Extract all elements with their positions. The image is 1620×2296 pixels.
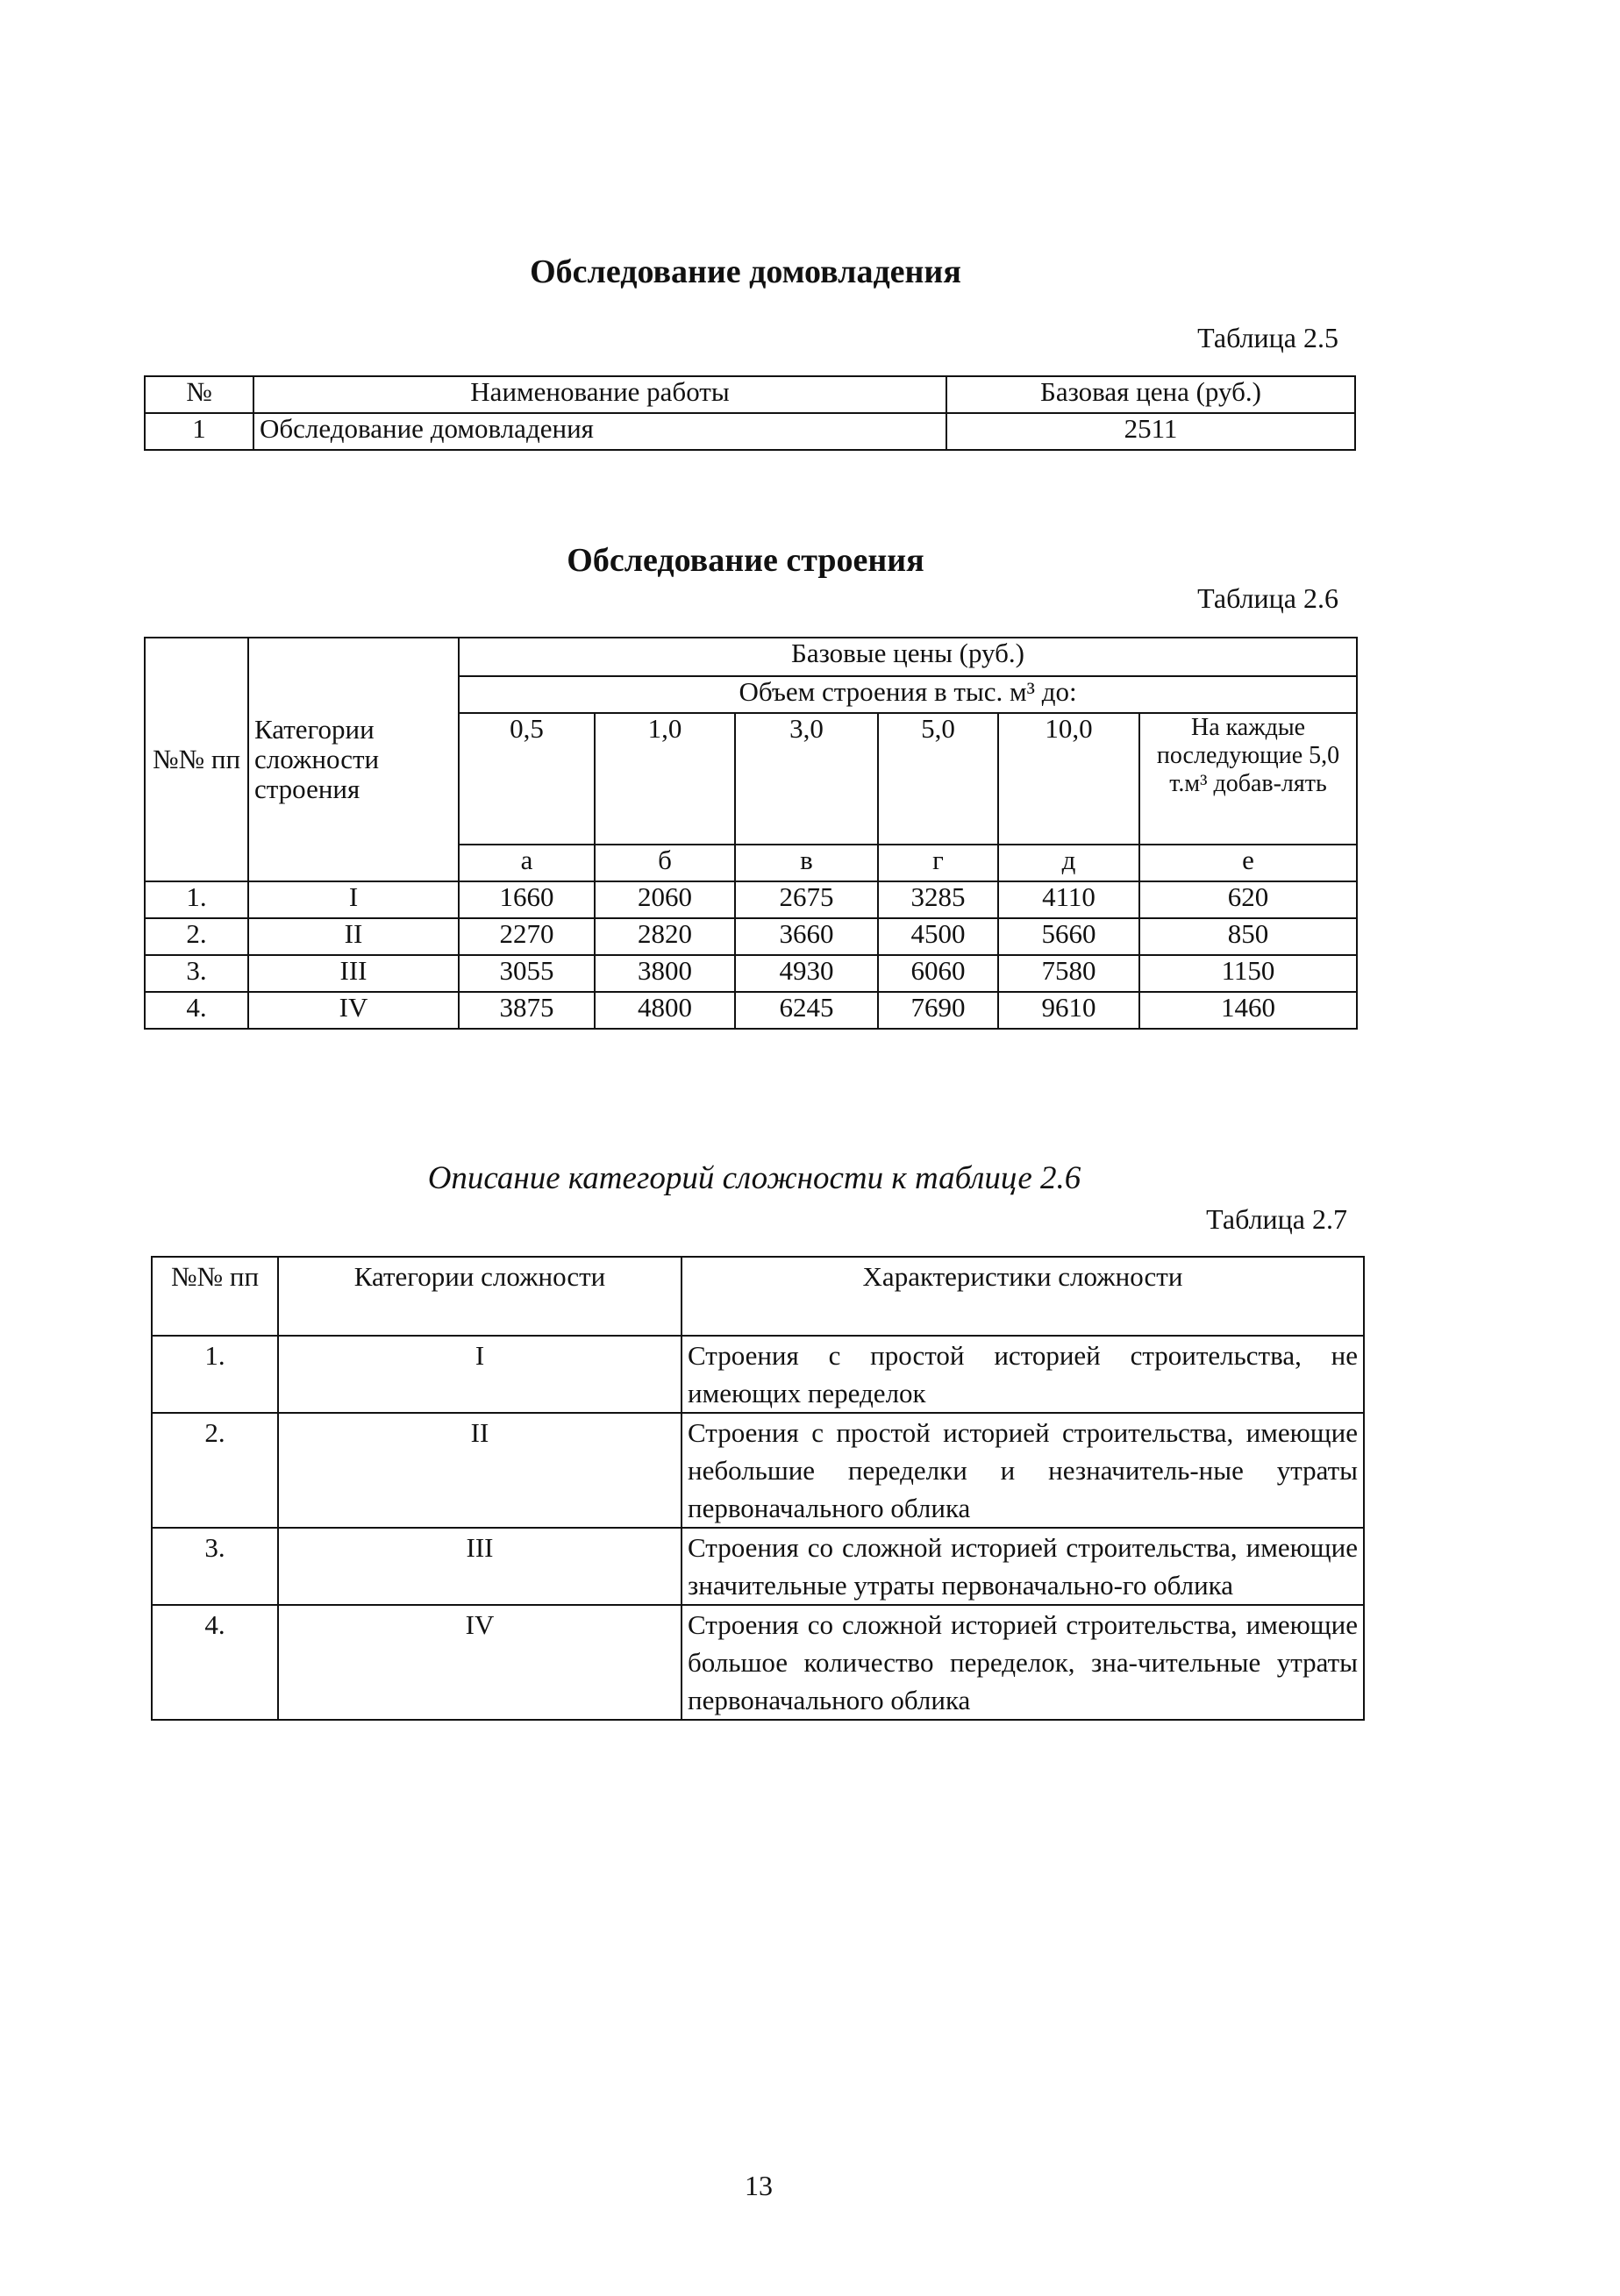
- cell-category: I: [248, 881, 459, 918]
- table-row: [145, 955, 1357, 992]
- cell-price: 5660: [998, 918, 1139, 955]
- table-row: [152, 1605, 1364, 1720]
- cell-num: 1.: [145, 881, 248, 918]
- cell-description: Строения с простой историей строительства, не имеющих переделок: [682, 1336, 1364, 1413]
- table-row: [152, 1528, 1364, 1605]
- header-category: Категории сложности: [278, 1257, 682, 1336]
- cell-num: 3.: [145, 955, 248, 992]
- header-category: Категории сложности строения: [248, 638, 459, 881]
- cell-category: III: [248, 955, 459, 992]
- cell-price: 4110: [998, 881, 1139, 918]
- volume-col-1: 1,0: [595, 713, 735, 845]
- cell-price: 4500: [878, 918, 998, 955]
- cell-work-name: Обследование домовладения: [253, 413, 946, 450]
- table-2-7: [151, 1256, 1365, 1721]
- table-header-row: [152, 1257, 1364, 1336]
- cell-price: 2060: [595, 881, 735, 918]
- table-row: [152, 1413, 1364, 1528]
- cell-description: Строения со сложной историей строительства, имеющие значительные утраты первоначально-го облика: [682, 1528, 1364, 1605]
- table-2-6: [144, 637, 1358, 1030]
- header-num: №: [145, 376, 253, 413]
- table-row: [145, 918, 1357, 955]
- header-base-prices: Базовые цены (руб.): [459, 638, 1357, 676]
- cell-price: 3660: [735, 918, 878, 955]
- header-work-name: Наименование работы: [253, 376, 946, 413]
- volume-col-0: 0,5: [459, 713, 595, 845]
- cell-num: 4.: [152, 1605, 278, 1720]
- table-row: [152, 1336, 1364, 1413]
- cell-description: Строения со сложной историей строительства, имеющие большое количество переделок, зна-чительные утраты первоначального облика: [682, 1605, 1364, 1720]
- letter-col-3: г: [878, 845, 998, 881]
- table-header-row: [145, 638, 1357, 676]
- page-number: 13: [745, 2170, 773, 2201]
- cell-base-price: 2511: [946, 413, 1355, 450]
- table-label-2-7: Таблица 2.7: [1206, 1203, 1347, 1235]
- cell-num: 3.: [152, 1528, 278, 1605]
- cell-num: 2.: [152, 1413, 278, 1528]
- header-num: №№ пп: [145, 638, 248, 881]
- cell-price: 4930: [735, 955, 878, 992]
- letter-col-2: в: [735, 845, 878, 881]
- cell-price: 3055: [459, 955, 595, 992]
- cell-price: 3875: [459, 992, 595, 1029]
- cell-category: II: [248, 918, 459, 955]
- cell-price: 2675: [735, 881, 878, 918]
- volume-col-5: На каждые последующие 5,0 т.м³ добав-лять: [1139, 713, 1357, 845]
- table-2-5: [144, 375, 1356, 451]
- letter-col-1: б: [595, 845, 735, 881]
- letter-col-4: д: [998, 845, 1139, 881]
- cell-price: 620: [1139, 881, 1357, 918]
- cell-category: II: [278, 1413, 682, 1528]
- header-characteristics: Характеристики сложности: [682, 1257, 1364, 1336]
- cell-price: 1460: [1139, 992, 1357, 1029]
- cell-category: I: [278, 1336, 682, 1413]
- cell-price: 4800: [595, 992, 735, 1029]
- section-title-household: Обследование домовладения: [530, 253, 961, 290]
- cell-price: 6060: [878, 955, 998, 992]
- cell-price: 3800: [595, 955, 735, 992]
- cell-price: 6245: [735, 992, 878, 1029]
- cell-num: 2.: [145, 918, 248, 955]
- header-num: №№ пп: [152, 1257, 278, 1336]
- table-row: [145, 992, 1357, 1029]
- cell-category: IV: [248, 992, 459, 1029]
- letter-col-0: а: [459, 845, 595, 881]
- section-title-building: Обследование строения: [567, 542, 924, 579]
- cell-price: 1660: [459, 881, 595, 918]
- table-row: [145, 413, 1355, 450]
- header-base-price: Базовая цена (руб.): [946, 376, 1355, 413]
- volume-col-4: 10,0: [998, 713, 1139, 845]
- cell-price: 9610: [998, 992, 1139, 1029]
- cell-price: 2270: [459, 918, 595, 955]
- cell-price: 2820: [595, 918, 735, 955]
- cell-category: III: [278, 1528, 682, 1605]
- cell-price: 7580: [998, 955, 1139, 992]
- section-title-descriptions: Описание категорий сложности к таблице 2.6: [427, 1160, 1081, 1196]
- cell-category: IV: [278, 1605, 682, 1720]
- table-label-2-5: Таблица 2.5: [1197, 322, 1338, 353]
- cell-price: 1150: [1139, 955, 1357, 992]
- letter-col-5: е: [1139, 845, 1357, 881]
- cell-price: 850: [1139, 918, 1357, 955]
- table-label-2-6: Таблица 2.6: [1197, 582, 1338, 614]
- table-row: [145, 881, 1357, 918]
- volume-col-3: 5,0: [878, 713, 998, 845]
- header-volume: Объем строения в тыс. м³ до:: [459, 676, 1357, 713]
- cell-num: 1.: [152, 1336, 278, 1413]
- table-header-row: [145, 376, 1355, 413]
- cell-num: 1: [145, 413, 253, 450]
- volume-col-2: 3,0: [735, 713, 878, 845]
- cell-price: 3285: [878, 881, 998, 918]
- cell-num: 4.: [145, 992, 248, 1029]
- cell-price: 7690: [878, 992, 998, 1029]
- cell-description: Строения с простой историей строительства, имеющие небольшие переделки и незначитель-ные утраты первоначального облика: [682, 1413, 1364, 1528]
